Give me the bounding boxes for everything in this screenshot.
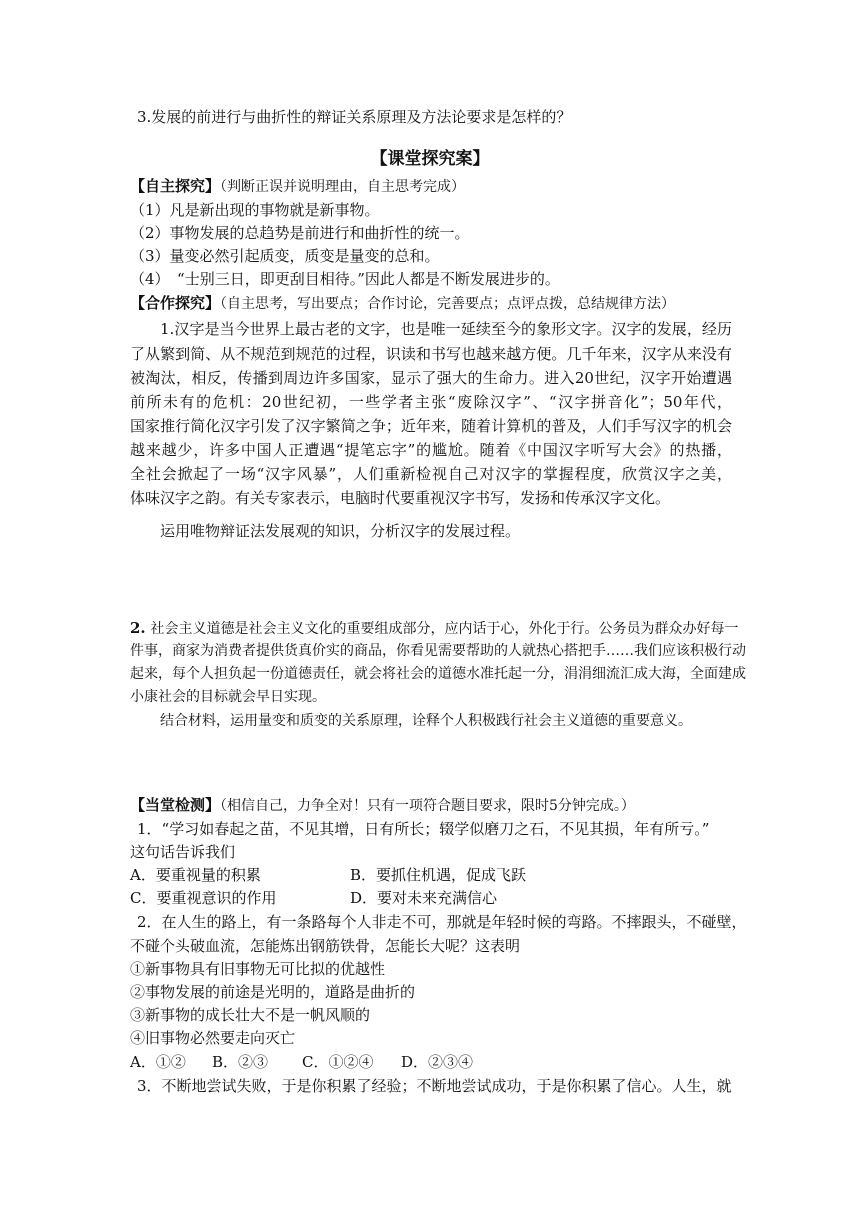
self-inquiry-header — [130, 175, 465, 198]
test-q1-stem: 1．“学习如春起之苗，不见其增，日有所长；辍学似磨刀之石，不见其损，年有所亏。” — [137, 820, 710, 838]
coop-inquiry-instruction: （自主思考，写出要点；合作讨论，完善要点；点评点拨，总结规律方法） — [220, 296, 676, 312]
test-q2-option-c: C．①②④ — [302, 1053, 374, 1071]
self-inquiry-item: （1）凡是新出现的事物就是新事物。 — [130, 201, 380, 219]
class-test-heading: 【当堂检测】 — [130, 796, 221, 814]
coop-q1-line: 体味汉字之韵。有关专家表示，电脑时代要重视汉字书写，发扬和传承汉字文化。 — [130, 489, 671, 507]
coop-q1-line: 被淘汰，相反，传播到周边许多国家，显示了强大的生命力。进入20世纪，汉字开始遭遇 — [130, 369, 732, 387]
section-title: 【课堂探究案】 — [370, 149, 490, 169]
test-q2-option-a: A．①② — [130, 1053, 186, 1071]
review-question-3: 3.发展的前进行与曲折性的辩证关系原理及方法论要求是怎样的？ — [137, 108, 572, 126]
test-q1-option-c: C．要重视意识的作用 — [130, 889, 277, 907]
coop-q2-line: 社会主义道德是社会主义文化的重要组成部分，应内话于心，外化于行。公务员为群众办好每一 — [150, 621, 739, 637]
test-q2-statement: ①新事物具有旧事物无可比拟的优越性 — [130, 960, 386, 978]
class-test-instruction: （相信自己，力争全对！只有一项符合题目要求，限时5分钟完成。） — [220, 798, 635, 814]
self-inquiry-heading: 【自主探究】 — [130, 177, 221, 195]
class-test-header — [130, 794, 635, 817]
self-inquiry-item: （2）事物发展的总趋势是前进行和曲折性的统一。 — [130, 224, 470, 242]
coop-q1-line: 了从繁到简、从不规范到规范的过程，识读和书写也越来越方便。几千年来，汉字从来没有 — [130, 345, 732, 363]
test-q1-option-a: A．要重视量的积累 — [130, 866, 261, 884]
self-inquiry-instruction: （判断正误并说明理由，自主思考完成） — [220, 179, 466, 195]
coop-q1-line: 前所未有的危机：20世纪初，一些学者主张“废除汉字”、“汉字拼音化”；50年代， — [130, 393, 732, 411]
test-q2-statement: ④旧事物必然要走向灭亡 — [130, 1029, 296, 1047]
coop-q1-line: 国家推行简化汉字引发了汉字繁简之争；近年来，随着计算机的普及，人们手写汉字的机会 — [130, 417, 732, 435]
coop-q2-task: 结合材料，运用量变和质变的关系原理，诠释个人积极践行社会主义道德的重要意义。 — [160, 713, 692, 729]
test-q1-stem: 这句话告诉我们 — [130, 843, 236, 861]
coop-q2-number: 2. — [130, 619, 146, 637]
coop-inquiry-heading: 【合作探究】 — [130, 294, 221, 312]
test-q1-option-b: B．要抓住机遇，促成飞跃 — [350, 866, 527, 884]
coop-q2-line: 件事，商家为消费者提供货真价实的商品，你看见需要帮助的人就热心搭把手……我们应该积极行动 — [130, 643, 746, 659]
test-q2-stem: 不碰个头破血流，怎能炼出钢筋铁骨，怎能长大呢？这表明 — [130, 937, 521, 955]
coop-q2-line: 起来，每个人担负起一份道德责任，就会将社会的道德水准托起一分，涓涓细流汇成大海，全面建成 — [130, 666, 746, 682]
test-q2-option-b: B．②③ — [212, 1053, 269, 1071]
self-inquiry-item: （3）量变必然引起质变，质变是量变的总和。 — [130, 247, 440, 265]
coop-q2-line: 小康社会的目标就会早日实现。 — [130, 689, 326, 705]
test-q3-stem: 3．不断地尝试失败，于是你积累了经验；不断地尝试成功，于是你积累了信心。人生，就 — [137, 1077, 732, 1095]
coop-q1-line: 越来越少，许多中国人正遭遇“提笔忘字”的尴尬。随着《中国汉字听写大会》的热播， — [130, 441, 732, 459]
test-q2-statement: ②事物发展的前途是光明的，道路是曲折的 — [130, 983, 416, 1001]
test-q1-option-d: D．要对未来充满信心 — [350, 889, 498, 907]
self-inquiry-item: （4） “士别三日，即更刮目相待。”因此人都是不断发展进步的。 — [130, 270, 560, 288]
test-q2-stem: 2．在人生的路上，有一条路每个人非走不可，那就是年轻时候的弯路。不摔跟头，不碰壁， — [137, 913, 747, 931]
test-q2-option-d: D．②③④ — [401, 1053, 474, 1071]
coop-q2-line-first — [130, 617, 739, 640]
test-q2-statement: ③新事物的成长壮大不是一帆风顺的 — [130, 1006, 371, 1024]
coop-q1-line: 全社会掀起了一场“汉字风暴”，人们重新检视自己对汉字的掌握程度，欣赏汉字之美， — [130, 465, 732, 483]
coop-inquiry-header — [130, 292, 675, 315]
coop-q1-line: 1.汉字是当今世界上最古老的文字，也是唯一延续至今的象形文字。汉字的发展，经历 — [160, 320, 732, 338]
coop-q1-task: 运用唯物辩证法发展观的知识，分析汉字的发展过程。 — [160, 522, 521, 540]
